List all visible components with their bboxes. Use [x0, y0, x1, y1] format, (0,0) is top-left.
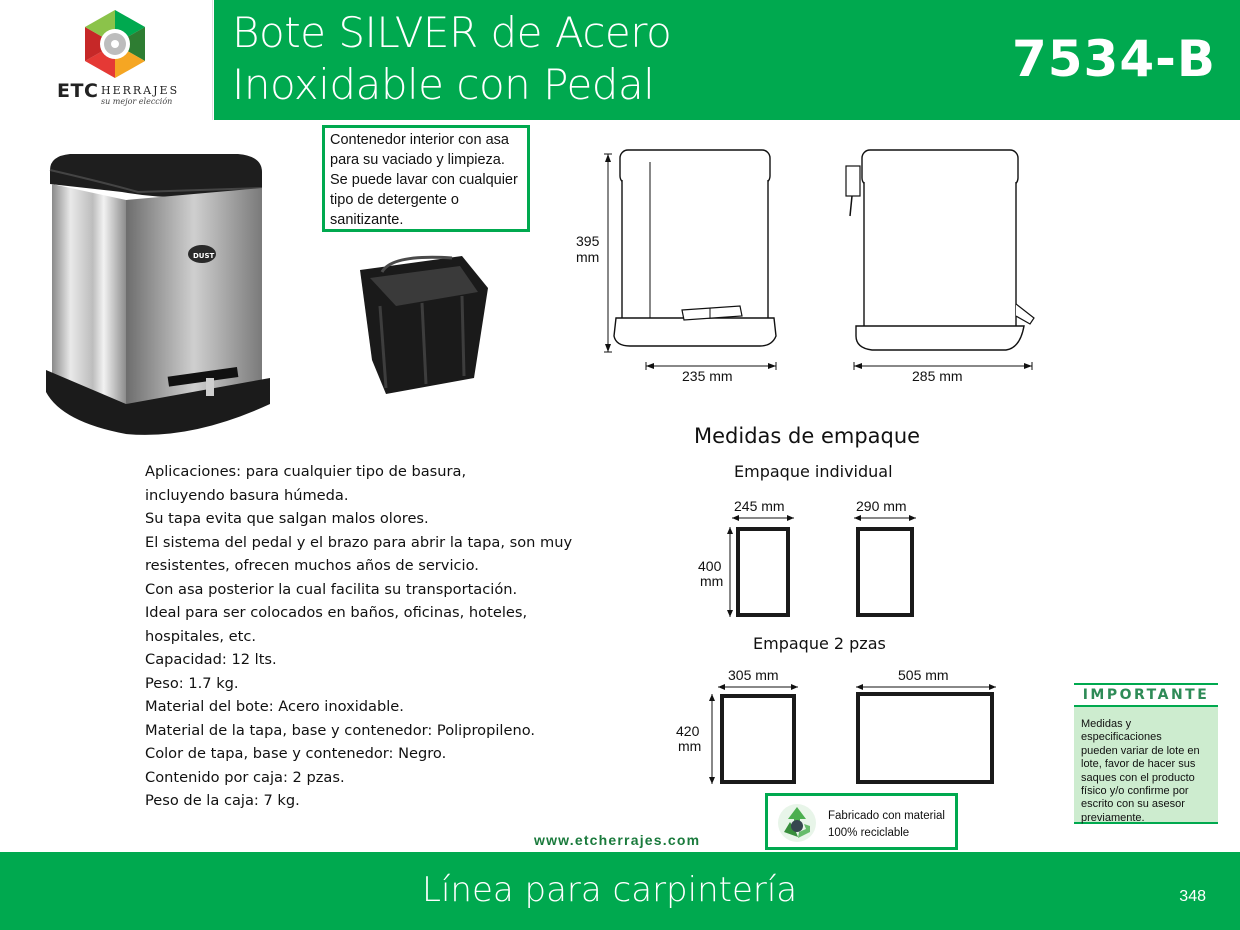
callout-line: para su vaciado y limpieza. [330, 152, 505, 168]
individual-height-unit: mm [700, 573, 724, 589]
product-line-title: Línea para carpintería [422, 870, 798, 910]
important-line: previamente. [1081, 811, 1145, 824]
description-line: Peso de la caja: 7 kg. [145, 792, 300, 809]
callout-line: Se puede lavar con cualquier [330, 172, 518, 188]
packaging-individual-title: Empaque individual [734, 462, 893, 481]
description-line: Material de la tapa, base y contenedor: Polipropileno. [145, 721, 536, 739]
important-body [1074, 707, 1218, 824]
page-number: 348 [1179, 888, 1206, 905]
front-width-label: 235 mm [682, 368, 733, 384]
important-title: IMPORTANTE [1074, 683, 1218, 707]
inner-container-callout [322, 125, 530, 232]
technical-drawings [560, 140, 1040, 390]
description-line: hospitales, etc. [145, 627, 257, 645]
website-link[interactable]: www.etcherrajes.com [534, 832, 701, 848]
callout-line: Contenedor interior con asa [330, 132, 509, 148]
important-line: pueden variar de lote en [1081, 744, 1200, 757]
double-height-unit: mm [678, 738, 702, 754]
brand-badge-text: DUST [193, 252, 215, 260]
side-width-label: 285 mm [912, 368, 963, 384]
logo-hexagon-icon [83, 8, 147, 80]
recycle-text [828, 808, 945, 842]
callout-line: sanitizante. [330, 212, 404, 228]
footer-bar [0, 852, 1240, 930]
description-line: Material del bote: Acero inoxidable. [145, 698, 404, 715]
description-line: Color de tapa, base y contenedor: Negro. [145, 745, 447, 762]
side-view-drawing [846, 150, 1034, 384]
recycle-icon [776, 802, 818, 844]
description-line: Ideal para ser colocados en baños, oficinas, hoteles, [145, 604, 528, 621]
important-notice [1074, 683, 1218, 828]
important-line: Medidas y especificaciones [1081, 718, 1162, 744]
callout-line: tipo de detergente o [330, 192, 459, 208]
recycle-badge [765, 793, 958, 850]
individual-package-diagram [690, 495, 930, 625]
description-line: Peso: 1.7 kg. [145, 674, 239, 692]
individual-width-a: 245 mm [734, 498, 785, 514]
description-line: incluyendo basura húmeda. [145, 486, 349, 504]
description-line: Capacidad: 12 lts. [145, 651, 277, 668]
trash-can-image [42, 142, 280, 442]
description-line: Su tapa evita que salgan malos olores. [145, 510, 429, 527]
front-view-drawing [576, 150, 776, 384]
important-line: lote, favor de hacer sus [1081, 758, 1196, 771]
important-line: saques con el producto [1081, 771, 1195, 784]
important-line: escrito con su asesor [1081, 798, 1185, 811]
product-title-line-1: Bote SILVER de Acero [232, 8, 672, 57]
packaging-title: Medidas de empaque [694, 424, 921, 448]
company-logo [0, 0, 213, 120]
individual-height: 400 [698, 558, 722, 574]
logo-name: HERRAJES [101, 84, 180, 97]
recycle-line-2: 100% reciclable [828, 827, 910, 839]
logo-slogan: su mejor elección [101, 97, 173, 106]
description-line: Contenido por caja: 2 pzas. [145, 768, 345, 786]
recycle-line-1: Fabricado con material [828, 810, 945, 822]
logo-brand: ETC [57, 80, 99, 102]
important-line: físico y/o confirme por [1081, 785, 1189, 798]
description-line: resistentes, ofrecen muchos años de servicio. [145, 557, 479, 574]
double-height: 420 [676, 723, 700, 739]
inner-container-image [352, 248, 498, 398]
description-line: Aplicaciones: para cualquier tipo de basura, [145, 463, 467, 480]
description-line: Con asa posterior la cual facilita su transportación. [145, 580, 518, 598]
double-width-b: 505 mm [898, 667, 949, 683]
double-package-diagram [672, 664, 1012, 790]
header-bar [214, 0, 1240, 120]
product-title-line-2: Inoxidable con Pedal [232, 60, 655, 109]
product-description [145, 460, 615, 813]
description-line: El sistema del pedal y el brazo para abrir la tapa, son muy [145, 533, 573, 551]
height-unit: mm [576, 249, 600, 265]
double-width-a: 305 mm [728, 667, 779, 683]
individual-width-b: 290 mm [856, 498, 907, 514]
product-code: 7534-B [1011, 30, 1216, 88]
packaging-double-title: Empaque 2 pzas [753, 634, 886, 653]
height-value: 395 [576, 233, 600, 249]
